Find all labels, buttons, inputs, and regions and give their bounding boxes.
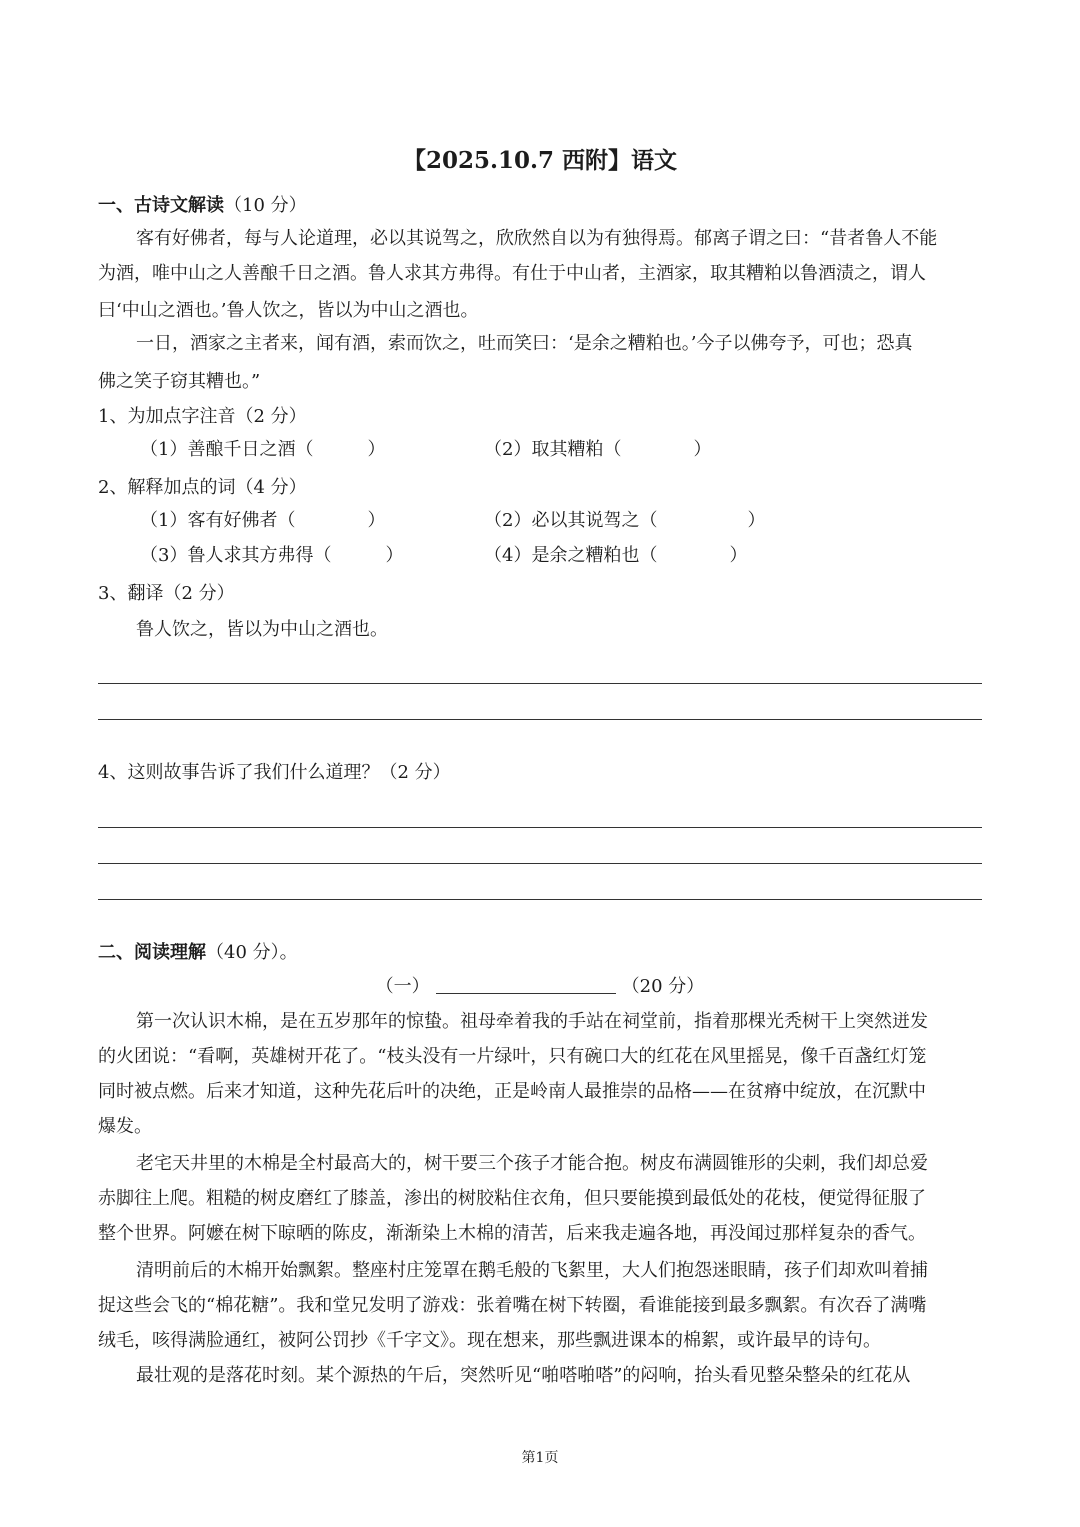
subsection-title [0, 973, 1080, 1001]
subsection-number: （一） [375, 976, 430, 997]
subsection-points: （20 分） [621, 976, 705, 997]
section2-heading-text: 二、阅读理解 [98, 942, 206, 963]
question-2-label: 2、解释加点的词（4 分） [98, 477, 307, 498]
subsection-title-blank[interactable] [436, 973, 616, 994]
passage1-line: 客有好佛者，每与人论道理，必以其说驾之，欣欣然自以为有独得焉。郁离子谓之曰：“昔者鲁人不能 [136, 228, 938, 249]
answer-line[interactable] [98, 863, 982, 864]
answer-line[interactable] [98, 683, 982, 684]
section2-points: （40 分）。 [206, 942, 298, 963]
question-2-item: （1）客有好佛者（ ） [140, 510, 386, 531]
question-1-item: （2）取其糟粕（ ） [484, 439, 712, 460]
passage1-line: 曰‘中山之酒也。’鲁人饮之，皆以为中山之酒也。 [98, 300, 479, 321]
answer-line[interactable] [98, 827, 982, 828]
passage2-line: 第一次认识木棉，是在五岁那年的惊蛰。祖母牵着我的手站在祠堂前，指着那棵光秃树干上突然迸发 [136, 1011, 928, 1032]
passage1-line: 佛之笑子窃其糟也。” [98, 371, 261, 392]
section1-heading-text: 一、古诗文解读 [98, 195, 224, 216]
passage2-line: 同时被点燃。后来才知道，这种先花后叶的决绝，正是岭南人最推崇的品格——在贫瘠中绽放，在沉默中 [98, 1081, 926, 1102]
page-number: 第1页 [521, 1450, 559, 1466]
answer-line[interactable] [98, 719, 982, 720]
question-2-item: （4）是余之糟粕也（ ） [484, 545, 748, 566]
passage2-line: 捉这些会飞的“棉花糖”。我和堂兄发明了游戏：张着嘴在树下转圈，看谁能接到最多飘絮。有次吞了满嘴 [98, 1295, 927, 1316]
question-2-item: （2）必以其说驾之（ ） [484, 510, 766, 531]
passage1-line: 为酒，唯中山之人善酿千日之酒。鲁人求其方弗得。有仕于中山者，主酒家，取其糟粕以鲁酒渍之，谓人 [98, 263, 926, 284]
passage2-line: 赤脚往上爬。粗糙的树皮磨红了膝盖，渗出的树胶粘住衣角，但只要能摸到最低处的花枝，便觉得征服了 [98, 1188, 926, 1209]
page-title: 【2025.10.7 西附】语文 [402, 147, 678, 174]
question-3-sentence: 鲁人饮之，皆以为中山之酒也。 [136, 619, 388, 640]
question-1-item: （1）善酿千日之酒（ ） [140, 439, 386, 460]
passage2-line: 清明前后的木棉开始飘絮。整座村庄笼罩在鹅毛般的飞絮里，大人们抱怨迷眼睛，孩子们却欢叫着捕 [136, 1260, 928, 1281]
passage2-line: 整个世界。阿嬷在树下晾晒的陈皮，渐渐染上木棉的清苦，后来我走遍各地，再没闻过那样复杂的香气。 [98, 1223, 926, 1244]
passage2-line: 最壮观的是落花时刻。某个源热的午后，突然听见“啪嗒啪嗒”的闷响，抬头看见整朵整朵的红花从 [136, 1365, 911, 1386]
passage2-line: 爆发。 [98, 1116, 152, 1137]
question-4-label: 4、这则故事告诉了我们什么道理？（2 分） [98, 762, 451, 783]
answer-line[interactable] [98, 899, 982, 900]
question-1-label: 1、为加点字注音（2 分） [98, 406, 307, 427]
section1-heading [98, 192, 982, 220]
section1-points: （10 分） [224, 195, 307, 216]
passage2-line: 老宅天井里的木棉是全村最高大的，树干要三个孩子才能合抱。树皮布满圆锥形的尖刺，我们却总爱 [136, 1153, 928, 1174]
passage2-line: 绒毛，咳得满脸通红，被阿公罚抄《千字文》。现在想来，那些飘进课本的棉絮，或许最早的诗句。 [98, 1330, 881, 1351]
passage2-line: 的火团说：“看啊，英雄树开花了。“枝头没有一片绿叶，只有碗口大的红花在风里摇晃，像千百盏红灯笼 [98, 1046, 927, 1067]
question-2-item: （3）鲁人求其方弗得（ ） [140, 545, 404, 566]
passage1-line: 一日，酒家之主者来，闻有酒，索而饮之，吐而笑曰：‘是余之糟粕也。’今子以佛夸予，可也；恐真 [136, 333, 913, 354]
section2-heading [98, 939, 982, 967]
question-3-label: 3、翻译（2 分） [98, 583, 235, 604]
